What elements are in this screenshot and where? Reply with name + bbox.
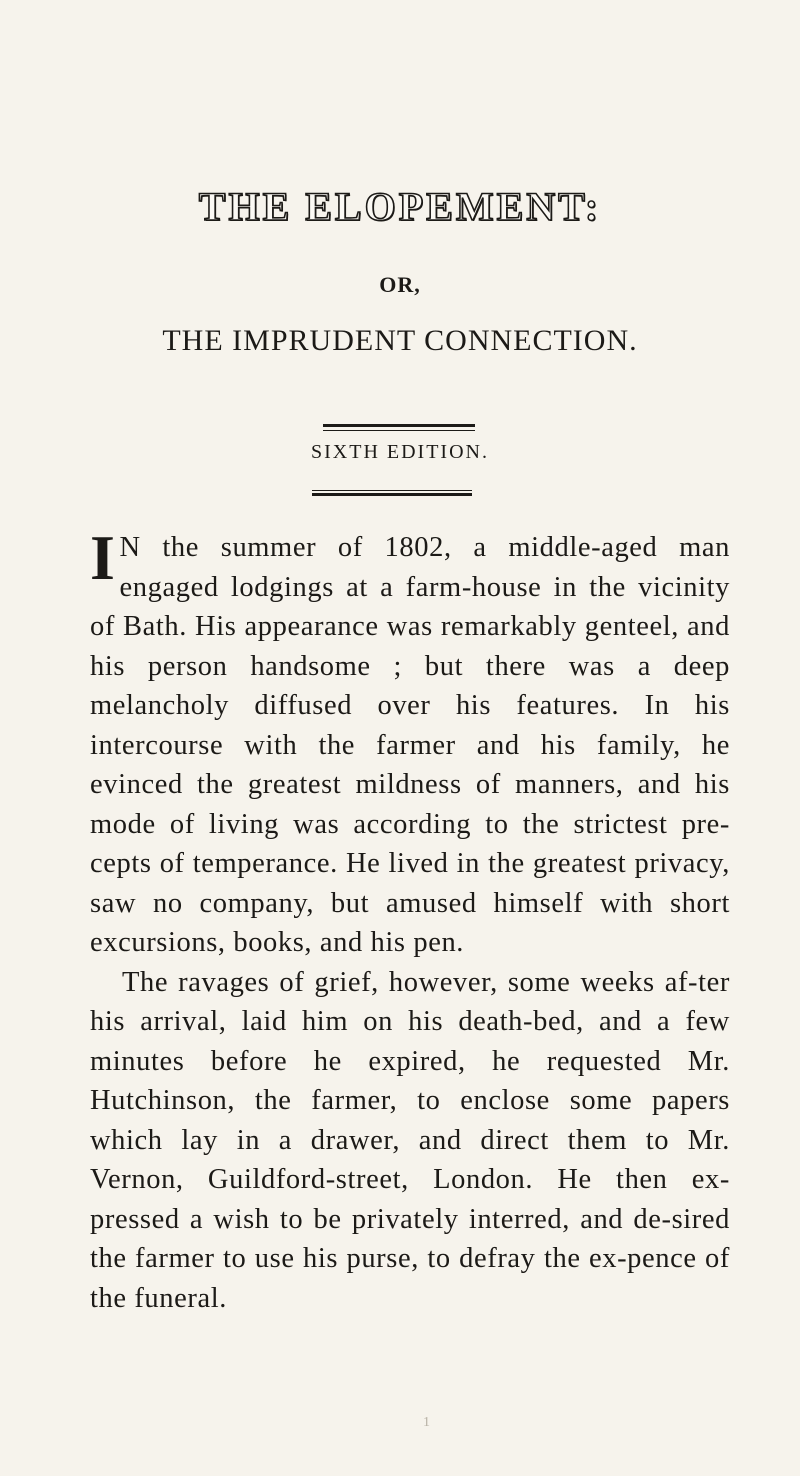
paragraph-2: The ravages of grief, however, some weeks af-ter his arrival, laid him on his death-bed, and a few minutes before he expired, he requested Mr. Hutchinson, the farmer, to enclose some papers which lay in a drawer, and direct them to Mr. Vernon, Guildford-street, London. He then ex-pressed a wish to be privately interred, and de-sired the farmer to use his purse, to defray the ex-pence of the funeral. (90, 966, 730, 1314)
title-conjunction: OR, (379, 272, 421, 297)
page-subtitle: THE IMPRUDENT CONNECTION. (162, 324, 638, 357)
page-title: THE ELOPEMENT: (198, 184, 602, 229)
body-text (90, 522, 730, 1318)
page-number: 1 (423, 1415, 430, 1430)
edition-label: SIXTH EDITION. (311, 441, 489, 463)
bottom-divider (312, 490, 472, 491)
paragraph-1: IN the summer of 1802, a middle-aged man engaged lodgings at a farm-house in the vicinity of Bath. His appearance was remarkably genteel, and his person handsome ; but there was a deep melancholy diffused over his features. In his intercourse with the farmer and his family, he evinced the greatest mildness of manners, and his mode of living was according to the strictest pre-cepts of temperance. He lived in the greatest privacy, saw no company, but amused himself with short excursions, books, and his pen. (90, 522, 730, 958)
top-divider (323, 424, 475, 427)
